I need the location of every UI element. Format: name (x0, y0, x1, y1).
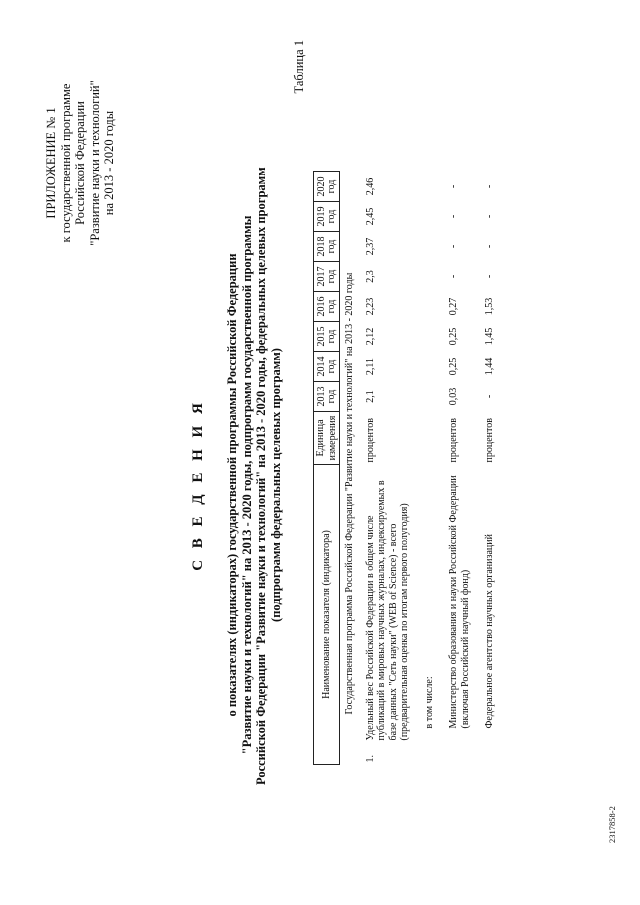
indicator-name: Удельный вес Российской Федерации в общем числе публикаций в мировых научных журналах, индексируемых в базе данных "Сеть науки" (WEB of Science) - всего (предварительная оценка по итогам первого полугодия) (364, 480, 410, 741)
value-cell (414, 382, 439, 412)
value-cell (414, 322, 439, 352)
value-cell: - (448, 214, 459, 219)
value-cell: - (448, 184, 459, 189)
value-cell: 0,25 (448, 357, 459, 376)
value-cell (414, 232, 439, 262)
row-number: 1. (364, 755, 376, 763)
value-cell: 2,12 (364, 327, 376, 346)
value-cell: 2,46 (364, 177, 376, 196)
value-cell: 2,3 (364, 270, 376, 283)
row-number (438, 743, 474, 765)
indicator-name: Министерство образования и науки Российской Федерации (включая Российский научный фонд) (448, 475, 471, 729)
document-code: 2317858-2 (607, 806, 617, 843)
heading-line: о показателях (индикаторах) государственной программы Российской Федерации (225, 253, 239, 717)
table-row (438, 172, 474, 765)
value-cell: 0,03 (448, 387, 459, 406)
value-cell: - (448, 244, 459, 249)
value-cell: 1,44 (484, 357, 495, 376)
value-cell: 1,45 (484, 327, 495, 346)
header-unit: Единица измерения (314, 412, 340, 465)
document-title: С В Е Д Е Н И Я (190, 399, 206, 571)
appendix-line: Российской Федерации (73, 101, 87, 225)
value-cell (414, 172, 439, 202)
header-year: 2018 год (314, 232, 340, 262)
heading-line: "Развитие науки и технологий" на 2013 - 2020 годы, подпрограмм государственной программы (239, 215, 254, 755)
appendix-line: на 2013 - 2020 годы (102, 110, 116, 216)
header-year: 2019 год (314, 202, 340, 232)
indicator-name: Федеральное агентство научных организаций (484, 534, 495, 729)
unit-cell (414, 412, 439, 465)
value-cell: 1,53 (484, 297, 495, 316)
value-cell (414, 292, 439, 322)
unit-cell: процентов (484, 418, 495, 463)
value-cell: - (484, 394, 495, 399)
header-year: 2014 год (314, 352, 340, 382)
header-year: 2016 год (314, 292, 340, 322)
row-number (414, 743, 439, 765)
value-cell: 0,25 (448, 327, 459, 346)
table-row (362, 172, 414, 765)
value-cell: - (484, 244, 495, 249)
appendix-line: к государственной программе (58, 83, 73, 243)
program-title: Государственная программа Российской Федерации "Развитие науки и технологий" на 2013 - 2020 годы (344, 272, 355, 715)
value-cell: - (484, 184, 495, 189)
value-cell (414, 262, 439, 292)
row-number (474, 743, 499, 765)
table-row (474, 172, 499, 765)
header-year: 2020 год (314, 172, 340, 202)
document-heading (190, 167, 283, 785)
table-header (314, 172, 340, 765)
subheading-in-total: в том числе: (423, 676, 435, 729)
header-name: Наименование показателя (индикатора) (314, 465, 340, 765)
table-row (414, 172, 439, 765)
indicators-table (313, 171, 499, 765)
unit-cell: процентов (364, 418, 376, 463)
program-row (340, 172, 362, 765)
value-cell: 2,23 (364, 297, 376, 316)
appendix-line: ПРИЛОЖЕНИЕ № 1 (44, 107, 58, 219)
value-cell: - (448, 274, 459, 279)
value-cell: - (484, 214, 495, 219)
heading-line: (подпрограмм федеральных целевых программ) (268, 348, 283, 622)
unit-cell: процентов (448, 418, 459, 463)
value-cell: 0,27 (448, 297, 459, 316)
heading-line: Российской Федерации "Развитие науки и технологий" на 2013 - 2020 годы, федеральных целевых программ (254, 167, 268, 785)
value-cell: 2,11 (364, 357, 376, 376)
value-cell: 2,45 (364, 207, 376, 226)
value-cell (414, 202, 439, 232)
value-cell (414, 352, 439, 382)
value-cell: 2,1 (364, 390, 376, 403)
appendix-line: "Развитие науки и технологий" (87, 80, 102, 246)
value-cell: 2,37 (364, 237, 376, 256)
appendix-block (44, 33, 117, 293)
header-year: 2013 год (314, 382, 340, 412)
header-year: 2015 год (314, 322, 340, 352)
value-cell: - (484, 274, 495, 279)
table-label: Таблица 1 (292, 40, 306, 94)
header-year: 2017 год (314, 262, 340, 292)
